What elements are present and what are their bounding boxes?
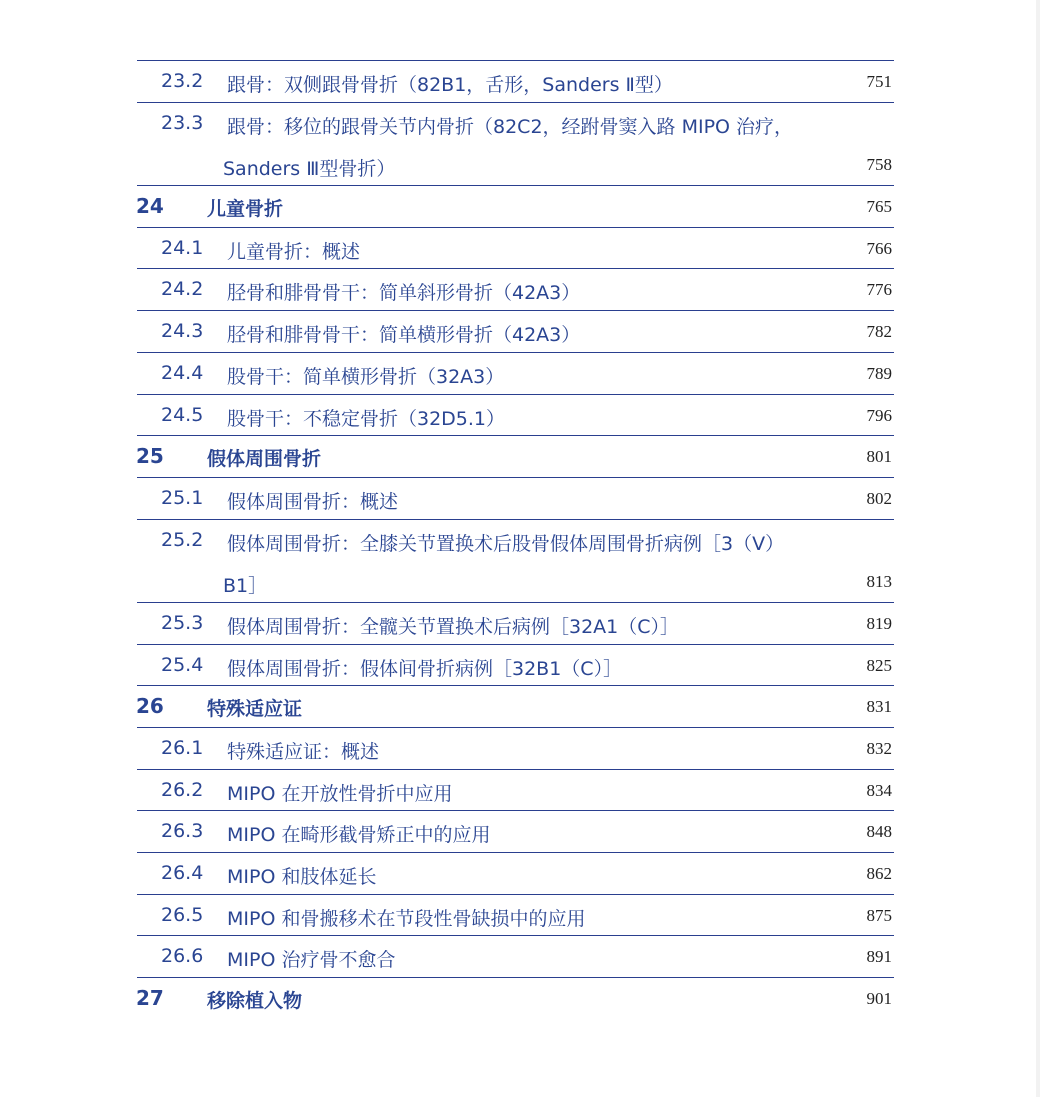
- section-title: 假体周围骨折：概述: [227, 490, 399, 513]
- section-number: 26.5: [161, 903, 204, 926]
- toc-section-entry[interactable]: [137, 811, 894, 853]
- toc-section-entry[interactable]: [137, 103, 894, 186]
- page-number: 758: [866, 154, 892, 174]
- page-number: 862: [866, 864, 892, 884]
- toc-section-entry[interactable]: [137, 520, 894, 603]
- section-number: 26.6: [161, 945, 204, 968]
- toc-section-entry[interactable]: [137, 728, 894, 770]
- page-number: 875: [866, 905, 892, 925]
- chapter-number: 24: [136, 194, 164, 219]
- section-title: 儿童骨折：概述: [227, 240, 361, 263]
- section-title: 胫骨和腓骨骨干：简单横形骨折（42A3）: [227, 324, 581, 347]
- page-number: 848: [866, 822, 892, 842]
- page-number: 825: [866, 655, 892, 675]
- section-title: MIPO 在开放性骨折中应用: [227, 782, 453, 805]
- section-title: 特殊适应证：概述: [227, 741, 380, 764]
- chapter-number: 25: [136, 444, 164, 469]
- toc-section-entry[interactable]: [137, 228, 894, 270]
- chapter-title: 特殊适应证: [207, 698, 303, 721]
- section-number: 24.3: [161, 320, 204, 343]
- section-title-continued: Sanders Ⅲ型骨折）: [223, 157, 396, 180]
- section-title: MIPO 在畸形截骨矫正中的应用: [227, 824, 491, 847]
- toc-section-entry[interactable]: [137, 311, 894, 353]
- chapter-number: 26: [136, 694, 164, 719]
- page-number: 796: [866, 405, 892, 425]
- page-number: 782: [866, 322, 892, 342]
- section-number: 23.3: [161, 111, 204, 134]
- page-number: 776: [866, 280, 892, 300]
- toc-section-entry[interactable]: [137, 645, 894, 687]
- page-number: 834: [866, 780, 892, 800]
- section-title: 股骨干：不稳定骨折（32D5.1）: [227, 407, 506, 430]
- section-number: 24.2: [161, 278, 204, 301]
- page-number: 802: [866, 488, 892, 508]
- section-number: 26.1: [161, 737, 204, 760]
- section-number: 25.4: [161, 653, 204, 676]
- toc-section-entry[interactable]: [137, 853, 894, 895]
- section-title: 假体周围骨折：全膝关节置换术后股骨假体周围骨折病例［3（V）: [227, 532, 785, 555]
- toc-section-entry[interactable]: [137, 770, 894, 812]
- toc-chapter-entry[interactable]: [137, 978, 894, 1020]
- section-number: 25.3: [161, 611, 204, 634]
- section-title: MIPO 治疗骨不愈合: [227, 949, 396, 972]
- section-number: 25.2: [161, 528, 204, 551]
- toc-section-entry[interactable]: [137, 353, 894, 395]
- toc-chapter-entry[interactable]: [137, 436, 894, 478]
- chapter-title: 假体周围骨折: [207, 448, 322, 471]
- page-number: 891: [866, 947, 892, 967]
- page-number: 831: [866, 697, 892, 717]
- section-title: 假体周围骨折：假体间骨折病例［32B1（C）］: [227, 657, 623, 680]
- section-title: MIPO 和肢体延长: [227, 866, 377, 889]
- section-title: 假体周围骨折：全髋关节置换术后病例［32A1（C）］: [227, 615, 680, 638]
- toc-section-entry[interactable]: [137, 895, 894, 937]
- page-number: 901: [866, 989, 892, 1009]
- section-title-continued: B1］: [223, 574, 268, 597]
- section-number: 26.4: [161, 862, 204, 885]
- section-number: 23.2: [161, 70, 204, 92]
- chapter-number: 27: [136, 986, 164, 1011]
- toc-chapter-entry[interactable]: [137, 186, 894, 228]
- page-number: 751: [866, 72, 892, 91]
- chapter-title: 儿童骨折: [207, 198, 284, 221]
- toc-section-entry[interactable]: [137, 603, 894, 645]
- section-title: 股骨干：简单横形骨折（32A3）: [227, 365, 505, 388]
- section-title: MIPO 和骨搬移术在节段性骨缺损中的应用: [227, 907, 586, 930]
- toc-section-entry[interactable]: [137, 61, 894, 103]
- page-number: 801: [866, 447, 892, 467]
- section-number: 24.1: [161, 236, 204, 259]
- section-number: 26.3: [161, 820, 204, 843]
- section-number: 24.5: [161, 403, 204, 426]
- page-number: 766: [866, 238, 892, 258]
- page-number: 832: [866, 739, 892, 759]
- section-title: 跟骨：双侧跟骨骨折（82B1，舌形，Sanders Ⅱ型）: [227, 74, 673, 96]
- toc-section-entry[interactable]: [137, 269, 894, 311]
- toc-section-entry[interactable]: [137, 478, 894, 520]
- page-number: 789: [866, 363, 892, 383]
- toc-chapter-entry[interactable]: [137, 686, 894, 728]
- section-title: 跟骨：移位的跟骨关节内骨折（82C2，经跗骨窦入路 MIPO 治疗，: [227, 115, 794, 138]
- chapter-title: 移除植入物: [207, 990, 303, 1013]
- section-title: 胫骨和腓骨骨干：简单斜形骨折（42A3）: [227, 282, 581, 305]
- section-number: 24.4: [161, 361, 204, 384]
- page-number: 819: [866, 613, 892, 633]
- section-number: 26.2: [161, 778, 204, 801]
- page-number: 765: [866, 197, 892, 217]
- toc-section-entry[interactable]: [137, 936, 894, 978]
- toc-section-entry[interactable]: [137, 395, 894, 437]
- section-number: 25.1: [161, 486, 204, 509]
- page-number: 813: [866, 571, 892, 591]
- table-of-contents: [137, 60, 894, 1020]
- page-edge: [1036, 0, 1040, 1097]
